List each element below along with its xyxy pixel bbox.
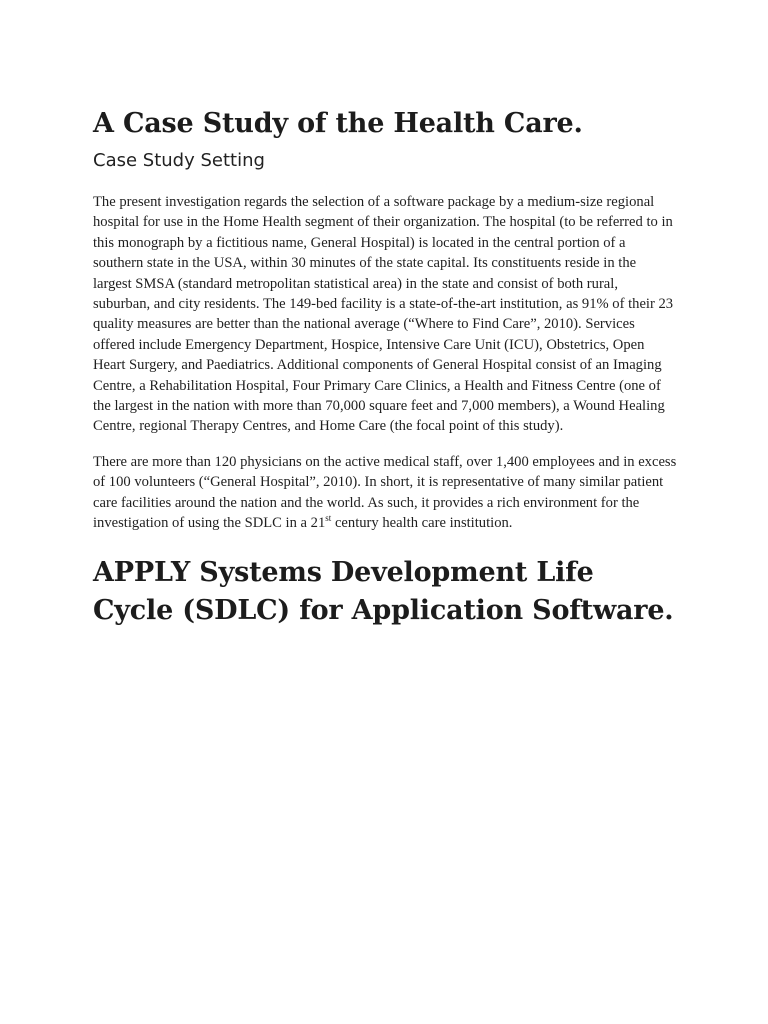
document-page — [93, 104, 677, 630]
ordinal-superscript: st — [325, 513, 332, 524]
paragraph-staff-tail: century health care institution. — [331, 515, 513, 532]
paragraph-staff-text: There are more than 120 physicians on the active medical staff, over 1,400 employees and in excess of 100 volunteers (“General Hospital”, 2010). In short, it is representative of many similar patient care facilities around the nation and the world. As such, it provides a rich environment for the investigation of using the SDLC in a 21 — [93, 453, 677, 532]
section-subtitle: Case Study Setting — [93, 150, 265, 171]
paragraph-setting: The present investigation regards the selection of a software package by a medium-size regional hospital for use in the Home Health segment of their organization. The hospital (to be referred to in this monograph by a fictitious name, General Hospital) is located in the central portion of a southern state in the USA, within 30 minutes of the state capital. Its constituents reside in the largest SMSA (standard metropolitan statistical area) in the state and consist of both rural, suburban, and city residents. The 149-bed facility is a state-of-the-art institution, as 91% of their 23 quality measures are better than the national average (“Where to Find Care”, 2010). Services offered include Emergency Department, Hospice, Intensive Care Unit (ICU), Obstetrics, Open Heart Surgery, and Paediatrics. Additional components of General Hospital consist of an Imaging Centre, a Rehabilitation Hospital, Four Primary Care Clinics, a Health and Fitness Centre (one of the largest in the nation with more than 70,000 square feet and 7,000 members), a Wound Healing Centre, regional Therapy Centres, and Home Care (the focal point of this study). — [93, 194, 674, 435]
document-title: A Case Study of the Health Care. — [93, 108, 583, 139]
section-heading-sdlc: APPLY Systems Development Life Cycle (SDLC) for Application Software. — [93, 556, 674, 626]
paragraph-staff — [93, 452, 677, 534]
